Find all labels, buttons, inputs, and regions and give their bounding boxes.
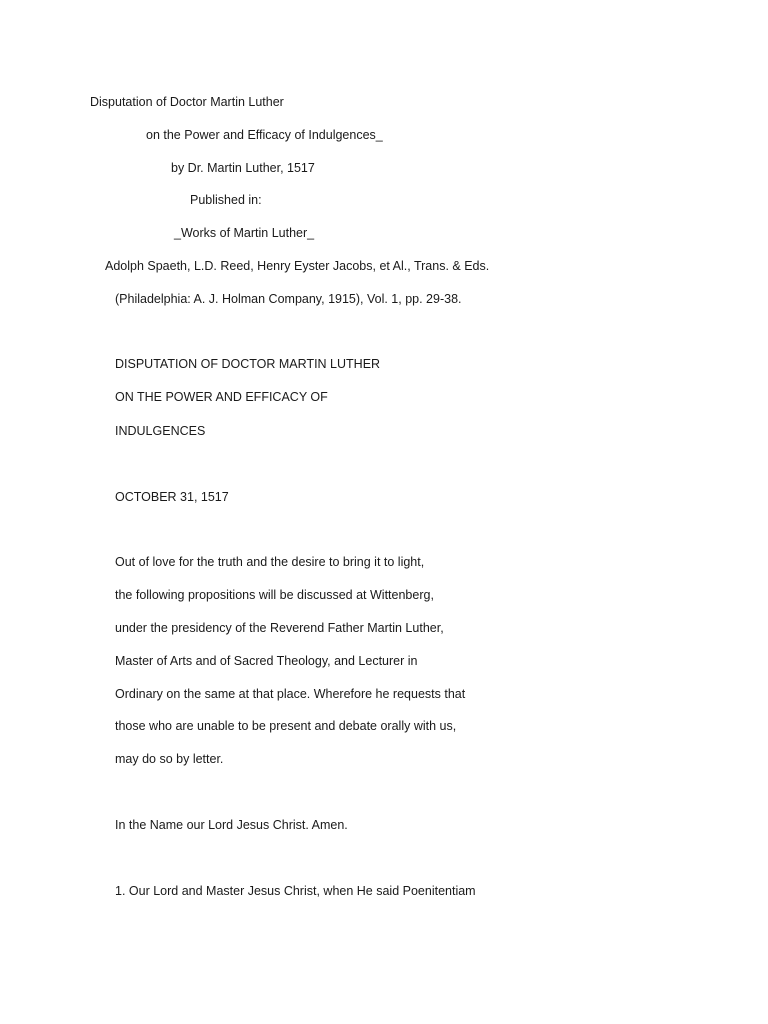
heading-line-2: ON THE POWER AND EFFICACY OF [115,390,328,404]
heading-line-3: INDULGENCES [115,424,206,438]
preface-line: the following propositions will be discussed at Wittenberg, [115,588,434,602]
preface-line: may do so by letter. [115,752,224,766]
preface-line: Master of Arts and of Sacred Theology, and Lecturer in [115,654,418,668]
heading-line-1: DISPUTATION OF DOCTOR MARTIN LUTHER [115,357,381,371]
document-title: Disputation of Doctor Martin Luther [90,95,284,109]
thesis-1-line: 1. Our Lord and Master Jesus Christ, when He said Poenitentiam [115,884,476,898]
preface-line: Ordinary on the same at that place. Wherefore he requests that [115,687,466,701]
date-line: OCTOBER 31, 1517 [115,490,229,504]
preface-line: under the presidency of the Reverend Father Martin Luther, [115,621,444,635]
document-subtitle: on the Power and Efficacy of Indulgences_ [146,128,383,142]
author-line: by Dr. Martin Luther, 1517 [171,161,315,175]
works-title: _Works of Martin Luther_ [174,226,315,240]
preface-line: those who are unable to be present and debate orally with us, [115,719,457,733]
publisher-line: (Philadelphia: A. J. Holman Company, 1915), Vol. 1, pp. 29-38. [115,292,462,306]
published-in-label: Published in: [190,193,262,207]
invocation-line: In the Name our Lord Jesus Christ. Amen. [115,818,348,832]
preface-line: Out of love for the truth and the desire to bring it to light, [115,555,425,569]
translators-line: Adolph Spaeth, L.D. Reed, Henry Eyster Jacobs, et Al., Trans. & Eds. [105,259,490,273]
